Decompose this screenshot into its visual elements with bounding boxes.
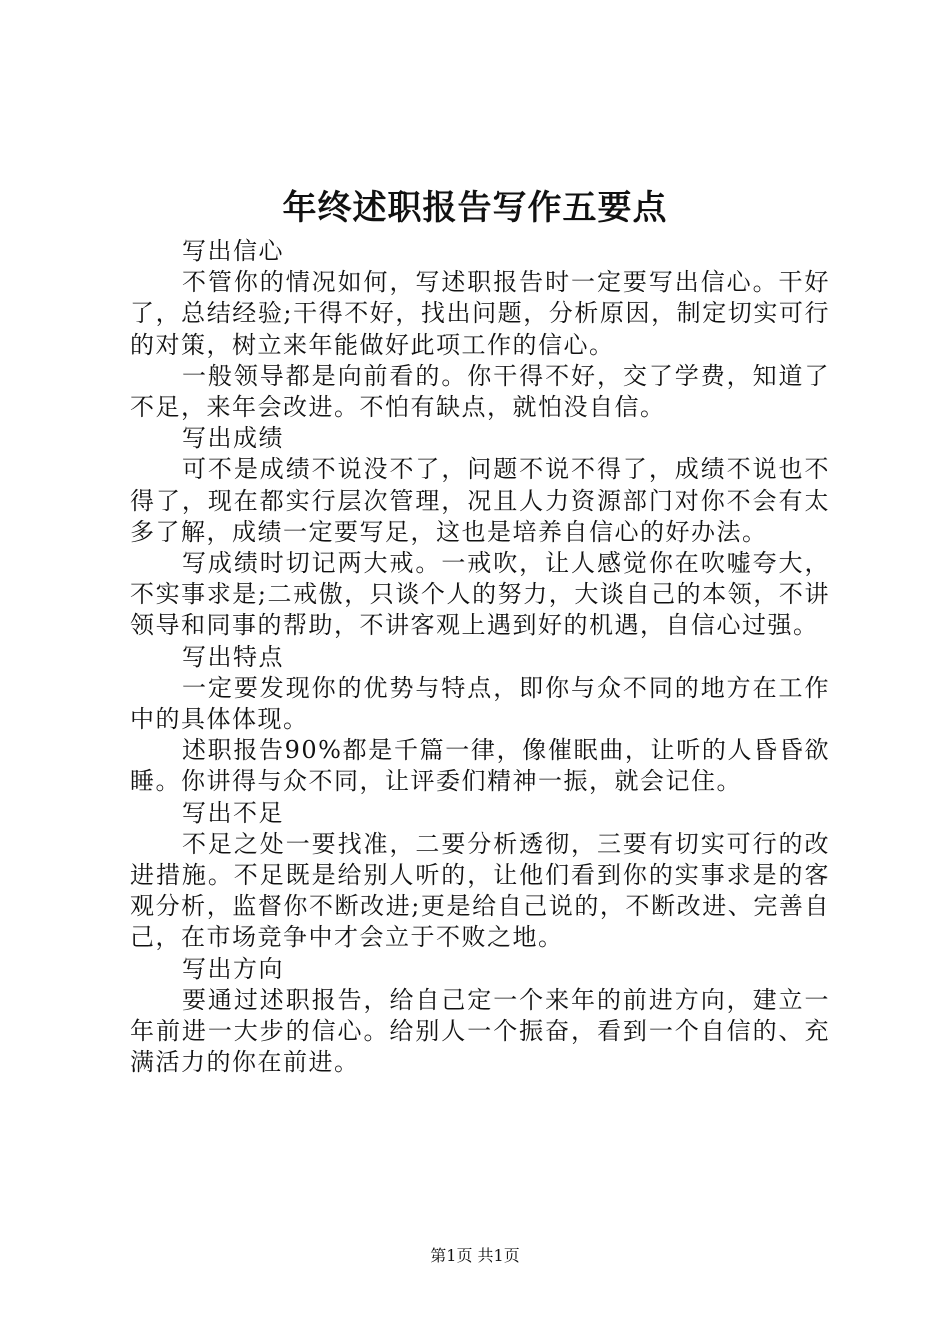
page-footer: 第1页 共1页 — [430, 1246, 520, 1265]
paragraph: 一般领导都是向前看的。你干得不好，交了学费，知道了不足，来年会改进。不怕有缺点，就怕没自信。 — [130, 361, 830, 422]
paragraph: 述职报告90%都是千篇一律，像催眠曲，让听的人昏昏欲睡。你讲得与众不同，让评委们精神一振，就会记住。 — [130, 736, 830, 796]
paragraph: 要通过述职报告，给自己定一个来年的前进方向，建立一年前进一大步的信心。给别人一个振奋，看到一个自信的、充满活力的你在前进。 — [130, 985, 830, 1077]
section-heading: 写出成绩 — [182, 424, 284, 453]
paragraph: 不管你的情况如何，写述职报告时一定要写出信心。干好了，总结经验;干得不好，找出问题，分析原因，制定切实可行的对策，树立来年能做好此项工作的信心。 — [130, 268, 830, 359]
paragraph: 写成绩时切记两大戒。一戒吹，让人感觉你在吹嘘夸大，不实事求是;二戒傲，只谈个人的努力，大谈自己的本领，不讲领导和同事的帮助，不讲客观上遇到好的机遇，自信心过强。 — [130, 549, 830, 640]
paragraph: 一定要发现你的优势与特点，即你与众不同的地方在工作中的具体体现。 — [130, 673, 830, 734]
section-heading: 写出信心 — [182, 237, 284, 265]
paragraph: 可不是成绩不说没不了，问题不说不得了，成绩不说也不得了，现在都实行层次管理，况且人力资源部门对你不会有太多了解，成绩一定要写足，这也是培养自信心的好办法。 — [130, 455, 830, 546]
section-heading: 写出不足 — [182, 798, 284, 827]
paragraph: 不足之处一要找准，二要分析透彻，三要有切实可行的改进措施。不足既是给别人听的，让他们看到你的实事求是的客观分析，监督你不断改进;更是给自己说的，不断改进、完善自己，在市场竞争中才会立于不败之地。 — [130, 829, 830, 952]
document-title: 年终述职报告写作五要点 — [282, 188, 668, 228]
document-body — [130, 236, 830, 1078]
section-heading: 写出方向 — [182, 954, 284, 983]
section-heading: 写出特点 — [182, 642, 284, 671]
